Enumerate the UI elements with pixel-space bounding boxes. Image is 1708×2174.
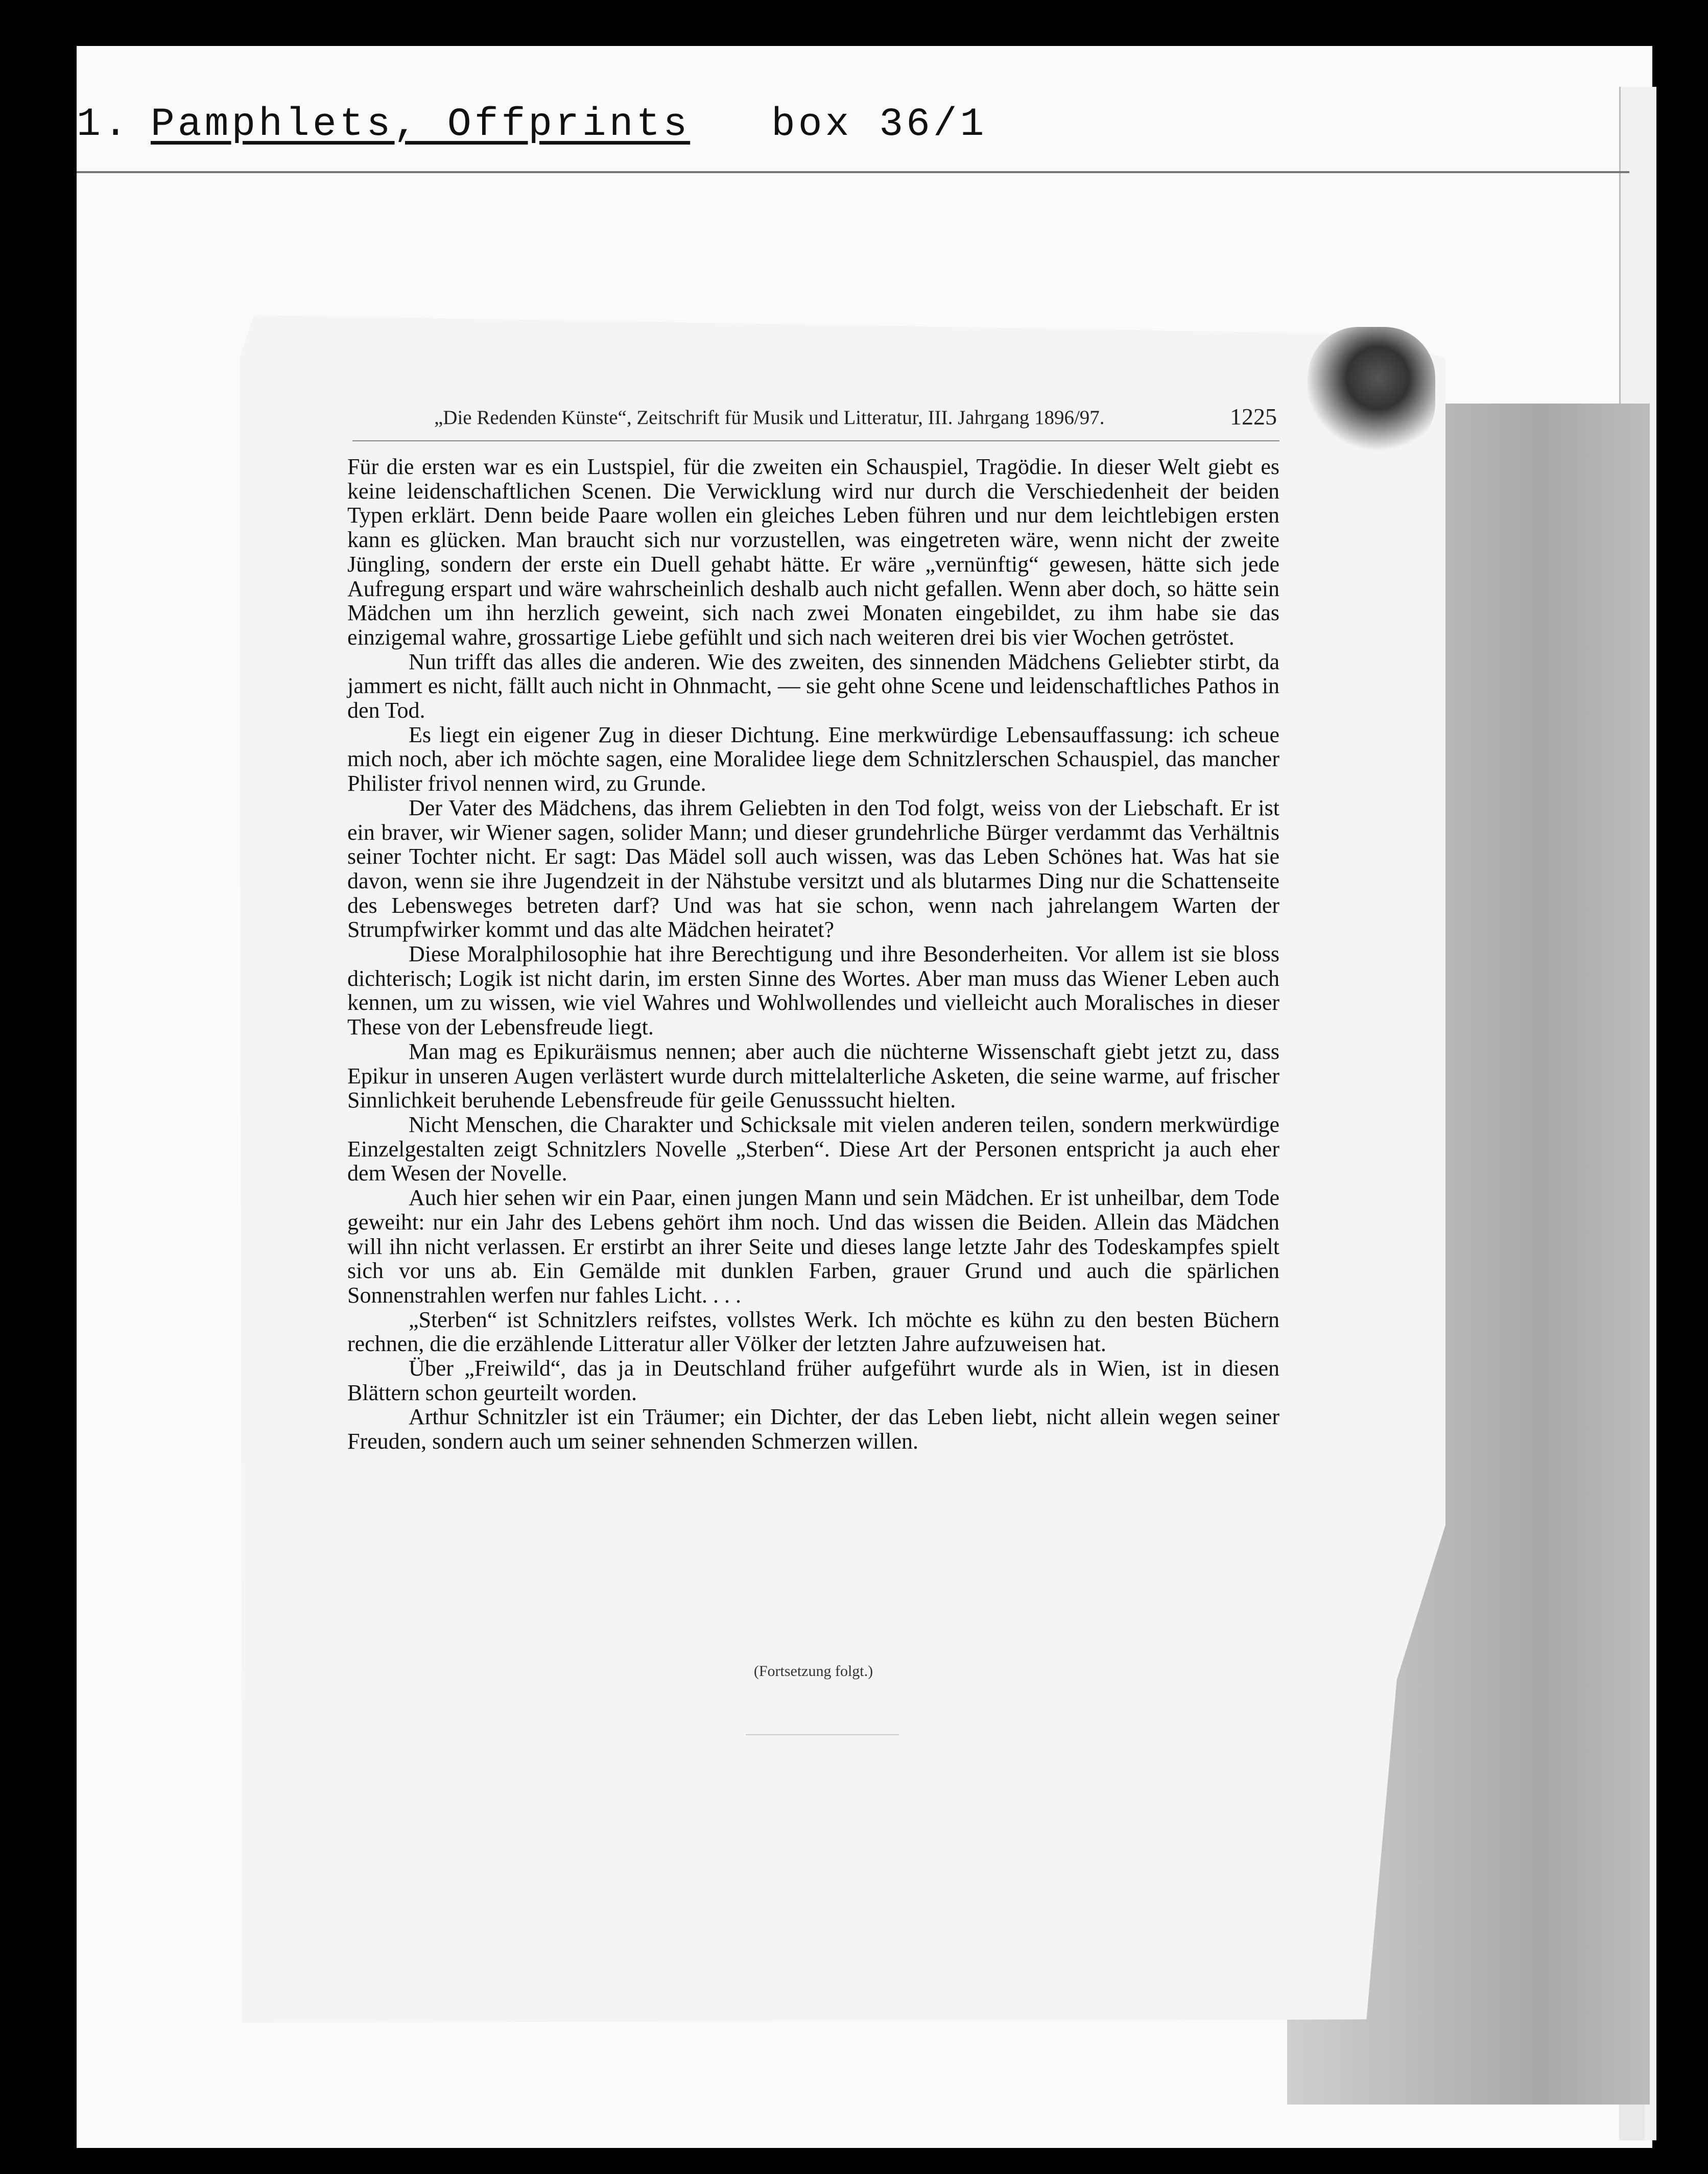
paragraph: Es liegt ein eigener Zug in dieser Dichtung. Eine merkwürdige Lebensauffassung: ich scheue mich noch, aber ich möchte sagen, eine Moralidee liege dem Schnitzlerschen Schauspiel, das mancher Philister frivol nennen wird, zu Grunde. — [347, 722, 1279, 796]
paragraph: Diese Moralphilosophie hat ihre Berechtigung und ihre Besonderheiten. Vor allem ist sie bloss dichterisch; Logik ist nicht darin, im ersten Sinne des Wortes. Aber man muss das Wiener Leben auch kennen, um zu wissen, wie viel Wahres und Wohlwollendes und vielleicht auch Moralisches in dieser These von der Lebensfreude liegt. — [347, 941, 1279, 1040]
header-divider — [77, 171, 1629, 173]
paragraph: Der Vater des Mädchens, das ihrem Geliebten in den Tod folgt, weiss von der Liebschaft. Er ist ein braver, wir Wiener sagen, solider Mann; und dieser grundehrliche Bürger verdammt das Verhältnis seiner Tochter nicht. Er sagt: Das Mädel soll auch wissen, was das Leben Schönes hat. Was hat sie davon, wenn sie ihre Jugendzeit in der Nähstube versitzt und als blutarmes Ding nur die Schattenseite des Lebensweges betreten darf? Und was hat sie schon, wenn nach jahrelangem Warten der Strumpfwirker kommt und das alte Mädchen heiratet? — [347, 795, 1279, 942]
paragraph: Auch hier sehen wir ein Paar, einen jungen Mann und sein Mädchen. Er ist unheilbar, dem Tode geweiht: nur ein Jahr des Lebens gehört ihm noch. Und das wissen die Beiden. Allein das Mädchen will ihn nicht verlassen. Er erstirbt an ihrer Seite und dieses lange letzte Jahr des Todeskampfes spielt sich vor uns ab. Ein Gemälde mit dunklen Farben, grauer Grund und auch die spärlichen Sonnenstrahlen werfen nur fahles Licht. . . . — [347, 1185, 1279, 1308]
page-number: 1225 — [1230, 404, 1277, 430]
paragraph: Arthur Schnitzler ist ein Träumer; ein Dichter, der das Leben liebt, nicht allein wegen seiner Freuden, sondern auch um seiner sehnenden Schmerzen willen. — [347, 1404, 1279, 1454]
paragraph: Nun trifft das alles die anderen. Wie des zweiten, des sinnenden Mädchens Geliebter stirbt, da jammert es nicht, fällt auch nicht in Ohnmacht, — sie geht ohne Scene und leidenschaftliches Pathos in den Tod. — [347, 649, 1279, 723]
end-rule — [746, 1734, 899, 1735]
continuation-note: (Fortsetzung folgt.) — [753, 1663, 873, 1680]
paragraph: Für die ersten war es ein Lustspiel, für die zweiten ein Schauspiel, Tragödie. In dieser Welt giebt es keine leidenschaftlichen Scenen. Die Verwicklung wird nur durch die Verschiedenheit der beiden Typen erklärt. Denn beide Paare wollen ein gleiches Leben führen und nur dem leichtlebigen ersten kann es glücken. Man braucht sich nur vorzustellen, was eingetreten wäre, wenn nicht der zweite Jüngling, sondern der erste ein Duell gehabt hätte. Er wäre „vernünftig“ gewesen, hätte sich jede Aufregung erspart und wäre wahrscheinlich deshalb auch nicht gefallen. Wenn aber doch, so hätte sein Mädchen um ihn herzlich geweint, sich nach zwei Monaten eingebildet, zu ihm habe sie das einzigemal wahre, grossartige Liebe gefühlt und sich nach weiteren drei bis vier Wochen getröstet. — [347, 454, 1279, 650]
article-body — [347, 455, 1279, 1454]
torn-corner — [1308, 327, 1435, 455]
paragraph: Nicht Menschen, die Charakter und Schicksale mit vielen anderen teilen, sondern merkwürdige Einzelgestalten zeigt Schnitzlers Novelle „Sterben“. Diese Art der Personen entspricht ja auch eher dem Wesen der Novelle. — [347, 1112, 1279, 1186]
box-label: box 36/1 — [771, 102, 987, 147]
journal-header — [434, 406, 1277, 437]
paragraph: Über „Freiwild“, das ja in Deutschland früher aufgeführt wurde als in Wien, ist in diesen Blättern schon geurteilt worden. — [347, 1356, 1279, 1405]
folder-header — [77, 102, 1558, 158]
paragraph: Man mag es Epikuräismus nennen; aber auch die nüchterne Wissenschaft giebt jetzt zu, dass Epikur in unseren Augen verlästert wurde durch mittelalterliche Asketen, die seine warme, auf frischer Sinnlichkeit beruhende Lebensfreude für geile Genusssucht hielten. — [347, 1038, 1279, 1113]
folder-title: Pamphlets, Offprints — [151, 102, 691, 147]
paragraph: „Sterben“ ist Schnitzlers reifstes, vollstes Werk. Ich möchte es kühn zu den besten Büchern rechnen, die die erzählende Litteratur aller Völker der letzten Jahre aufzuweisen hat. — [347, 1307, 1279, 1357]
journal-title: „Die Redenden Künste“, Zeitschrift für Musik und Litteratur, III. Jahrgang 1896/97. — [434, 407, 1105, 429]
journal-header-rule — [352, 440, 1279, 441]
folder-number: 1. — [77, 102, 131, 147]
